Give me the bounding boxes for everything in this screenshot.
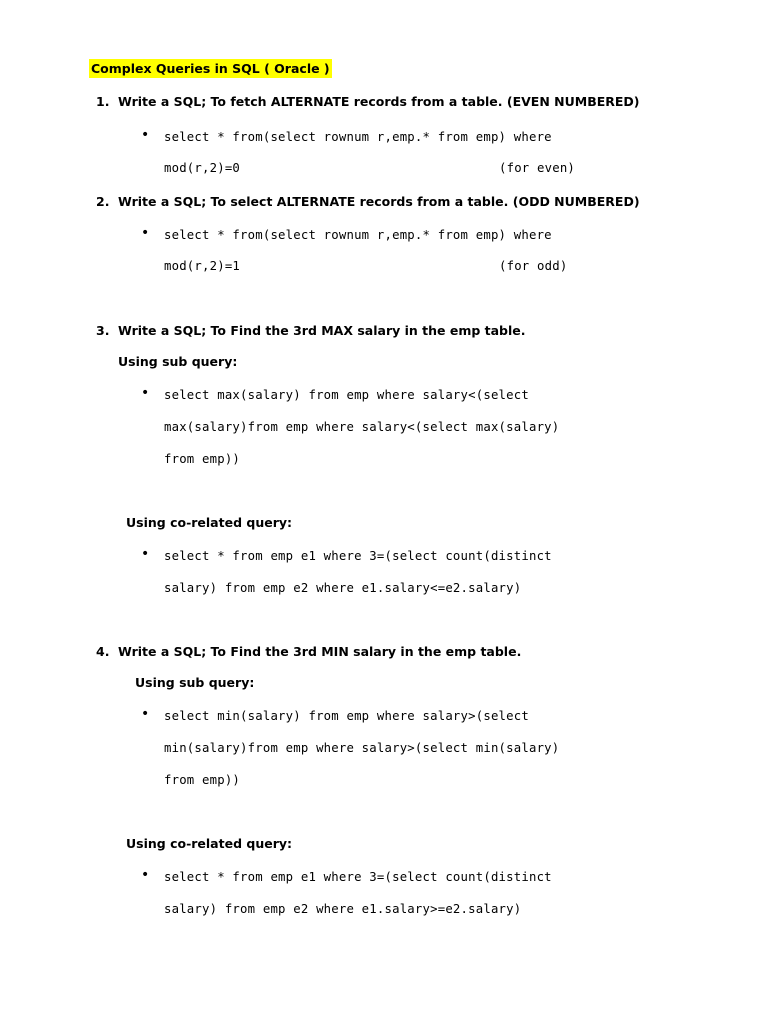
item-2-code-line-1: select * from(select rownum r,emp.* from emp) where	[164, 228, 552, 242]
item-1-code-line-2: mod(r,2)=0	[164, 161, 241, 175]
item-2-note: (for odd)	[499, 259, 568, 273]
item-2-question: Write a SQL; To select ALTERNATE records from a table. (ODD NUMBERED)	[118, 194, 640, 209]
item-3-subquery-line-1: select max(salary) from emp where salary<(select	[164, 388, 529, 402]
item-3-correlated-line-2: salary) from emp e2 where e1.salary<=e2.salary)	[164, 581, 522, 595]
bullet-icon: •	[141, 546, 150, 562]
bullet-icon: •	[141, 867, 150, 883]
item-4-subquery-line-3: from emp))	[164, 773, 241, 787]
item-4-correlated-line-2: salary) from emp e2 where e1.salary>=e2.salary)	[164, 902, 522, 916]
bullet-icon: •	[141, 385, 150, 401]
item-3-question: Write a SQL; To Find the 3rd MAX salary in the emp table.	[118, 323, 526, 338]
item-4-subquery-label: Using sub query:	[135, 675, 255, 690]
item-3-number: 3.	[96, 323, 110, 338]
item-4-subquery-line-1: select min(salary) from emp where salary>(select	[164, 709, 529, 723]
item-3-subquery-line-2: max(salary)from emp where salary<(select max(salary)	[164, 420, 560, 434]
bullet-icon: •	[141, 225, 150, 241]
item-4-number: 4.	[96, 644, 110, 659]
item-1-note: (for even)	[499, 161, 576, 175]
item-1-number: 1.	[96, 94, 110, 109]
item-4-correlated-label: Using co-related query:	[126, 836, 293, 851]
item-3-subquery-label: Using sub query:	[118, 354, 238, 369]
document-title: Complex Queries in SQL ( Oracle )	[91, 61, 330, 76]
item-3-subquery-line-3: from emp))	[164, 452, 241, 466]
item-4-correlated-line-1: select * from emp e1 where 3=(select count(distinct	[164, 870, 552, 884]
item-2-code-line-2: mod(r,2)=1	[164, 259, 241, 273]
item-4-question: Write a SQL; To Find the 3rd MIN salary in the emp table.	[118, 644, 522, 659]
bullet-icon: •	[141, 127, 150, 143]
item-1-code-line-1: select * from(select rownum r,emp.* from emp) where	[164, 130, 552, 144]
item-1-question: Write a SQL; To fetch ALTERNATE records from a table. (EVEN NUMBERED)	[118, 94, 640, 109]
item-4-subquery-line-2: min(salary)from emp where salary>(select min(salary)	[164, 741, 560, 755]
item-3-correlated-line-1: select * from emp e1 where 3=(select count(distinct	[164, 549, 552, 563]
item-3-correlated-label: Using co-related query:	[126, 515, 293, 530]
bullet-icon: •	[141, 706, 150, 722]
item-2-number: 2.	[96, 194, 110, 209]
